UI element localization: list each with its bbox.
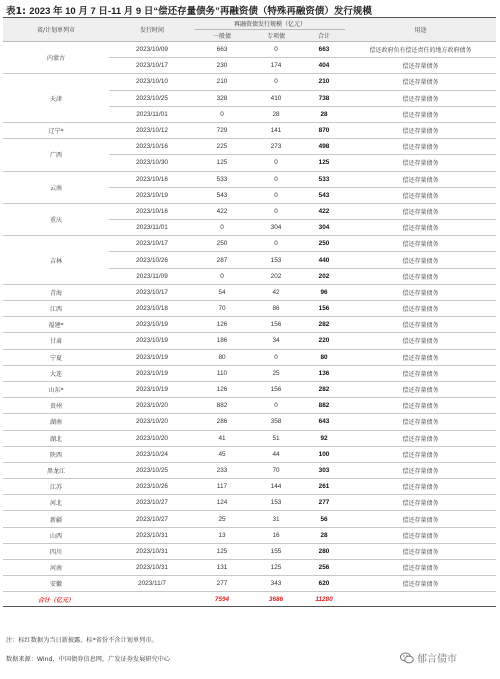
total-cell: 256: [303, 560, 345, 576]
table-row: [3, 576, 496, 592]
general-cell: 250: [195, 236, 249, 252]
use-cell: 偿还存量债务: [345, 155, 496, 171]
special-cell: 0: [249, 171, 303, 187]
province-cell: 湖北: [3, 430, 109, 446]
table-row: [3, 365, 496, 381]
total-cell: 404: [303, 58, 345, 74]
use-cell: 偿还存量债务: [345, 268, 496, 284]
table-row: [3, 479, 496, 495]
date-cell: 2023/10/17: [109, 284, 195, 300]
use-cell: 偿还存量债务: [345, 560, 496, 576]
special-cell: 153: [249, 252, 303, 268]
total-cell: 28: [303, 527, 345, 543]
summary-empty: [345, 592, 496, 607]
use-cell: 偿还存量债务: [345, 462, 496, 478]
table-row: [3, 42, 496, 58]
province-cell: 安徽: [3, 576, 109, 592]
total-cell: 663: [303, 42, 345, 58]
special-cell: 343: [249, 576, 303, 592]
total-cell: 250: [303, 236, 345, 252]
date-cell: 2023/10/10: [109, 74, 195, 90]
total-cell: 80: [303, 349, 345, 365]
special-cell: 156: [249, 381, 303, 397]
table-row: [3, 446, 496, 462]
date-cell: 2023/10/20: [109, 414, 195, 430]
special-cell: 0: [249, 349, 303, 365]
use-cell: 偿还存量债务: [345, 333, 496, 349]
date-cell: 2023/10/25: [109, 462, 195, 478]
header-special: 专项债: [249, 30, 303, 42]
header-scale-group: 再融资债发行规模（亿元）: [195, 18, 345, 30]
date-cell: 2023/10/09: [109, 42, 195, 58]
table-row: [3, 122, 496, 138]
use-cell: 偿还存量债务: [345, 301, 496, 317]
summary-label: 合计（亿元）: [3, 592, 109, 607]
total-cell: 277: [303, 495, 345, 511]
general-cell: 126: [195, 317, 249, 333]
special-cell: 0: [249, 42, 303, 58]
date-cell: 2023/11/01: [109, 220, 195, 236]
special-cell: 0: [249, 187, 303, 203]
general-cell: 0: [195, 220, 249, 236]
header-general: 一般债: [195, 30, 249, 42]
special-cell: 86: [249, 301, 303, 317]
general-cell: 125: [195, 155, 249, 171]
total-cell: 303: [303, 462, 345, 478]
summary-general: 7594: [195, 592, 249, 607]
use-cell: 偿还存量债务: [345, 171, 496, 187]
date-cell: 2023/10/20: [109, 398, 195, 414]
general-cell: 882: [195, 398, 249, 414]
general-cell: 543: [195, 187, 249, 203]
table-row: [3, 560, 496, 576]
date-cell: 2023/10/24: [109, 446, 195, 462]
table-row: [3, 171, 496, 187]
table-row: [3, 462, 496, 478]
total-cell: 282: [303, 317, 345, 333]
province-cell: 河北: [3, 495, 109, 511]
use-cell: 偿还存量债务: [345, 495, 496, 511]
table-note: 注：标红数据为当日新披露，标*省份不含计划单列市。: [6, 637, 158, 644]
table-row: [3, 317, 496, 333]
total-cell: 738: [303, 90, 345, 106]
watermark-text: 郁言债市: [417, 654, 457, 665]
date-cell: 2023/10/26: [109, 252, 195, 268]
total-cell: 136: [303, 365, 345, 381]
total-cell: 280: [303, 543, 345, 559]
special-cell: 28: [249, 106, 303, 122]
use-cell: 偿还存量债务: [345, 203, 496, 219]
header-region: 省/计划单列市: [3, 18, 109, 42]
date-cell: 2023/10/31: [109, 560, 195, 576]
general-cell: 663: [195, 42, 249, 58]
table-title-text: 2023 年 10 月 7 日-11 月 9 日“偿还存量债务”再融资债（特殊再融资债）发行规模: [29, 6, 372, 17]
table-row: [3, 284, 496, 300]
table-row: [3, 430, 496, 446]
province-cell: 广西: [3, 139, 109, 171]
date-cell: 2023/10/27: [109, 495, 195, 511]
province-cell: 河南: [3, 560, 109, 576]
general-cell: 126: [195, 381, 249, 397]
special-cell: 0: [249, 203, 303, 219]
general-cell: 70: [195, 301, 249, 317]
general-cell: 328: [195, 90, 249, 106]
province-cell: 青海: [3, 284, 109, 300]
date-cell: 2023/10/19: [109, 349, 195, 365]
date-cell: 2023/10/19: [109, 381, 195, 397]
use-cell: 偿还存量债务: [345, 90, 496, 106]
total-cell: 92: [303, 430, 345, 446]
issuance-table-container: [3, 17, 496, 607]
province-cell: 黑龙江: [3, 462, 109, 478]
date-cell: 2023/10/18: [109, 301, 195, 317]
general-cell: 729: [195, 122, 249, 138]
general-cell: 533: [195, 171, 249, 187]
date-cell: 2023/10/26: [109, 479, 195, 495]
special-cell: 358: [249, 414, 303, 430]
general-cell: 45: [195, 446, 249, 462]
date-cell: 2023/11/01: [109, 106, 195, 122]
table-row: [3, 527, 496, 543]
special-cell: 273: [249, 139, 303, 155]
table-title: [6, 3, 372, 17]
table-title-label: 表1:: [6, 6, 26, 17]
date-cell: 2023/10/17: [109, 236, 195, 252]
date-cell: 2023/10/19: [109, 365, 195, 381]
general-cell: 230: [195, 58, 249, 74]
total-cell: 440: [303, 252, 345, 268]
province-cell: 江西: [3, 301, 109, 317]
total-cell: 210: [303, 74, 345, 90]
table-row: [3, 511, 496, 527]
general-cell: 422: [195, 203, 249, 219]
date-cell: 2023/10/20: [109, 430, 195, 446]
use-cell: 偿还存量债务: [345, 220, 496, 236]
use-cell: 偿还存量债务: [345, 139, 496, 155]
province-cell: 江苏: [3, 479, 109, 495]
general-cell: 277: [195, 576, 249, 592]
summary-special: 3686: [249, 592, 303, 607]
province-cell: 山西: [3, 527, 109, 543]
province-cell: 天津: [3, 74, 109, 123]
general-cell: 13: [195, 527, 249, 543]
summary-total: 11280: [303, 592, 345, 607]
province-cell: 甘肃: [3, 333, 109, 349]
table-row: [3, 333, 496, 349]
date-cell: 2023/10/19: [109, 333, 195, 349]
issuance-table: [3, 17, 496, 607]
province-cell: 大连: [3, 365, 109, 381]
general-cell: 131: [195, 560, 249, 576]
special-cell: 0: [249, 398, 303, 414]
header-use: 用途: [345, 18, 496, 42]
table-body: [3, 42, 496, 607]
province-cell: 贵州: [3, 398, 109, 414]
special-cell: 125: [249, 560, 303, 576]
general-cell: 210: [195, 74, 249, 90]
general-cell: 186: [195, 333, 249, 349]
use-cell: 偿还存量债务: [345, 106, 496, 122]
special-cell: 34: [249, 333, 303, 349]
total-cell: 125: [303, 155, 345, 171]
use-cell: 偿还存量债务: [345, 74, 496, 90]
special-cell: 304: [249, 220, 303, 236]
use-cell: 偿还存量债务: [345, 381, 496, 397]
general-cell: 225: [195, 139, 249, 155]
date-cell: 2023/11/7: [109, 576, 195, 592]
use-cell: 偿还存量债务: [345, 349, 496, 365]
special-cell: 16: [249, 527, 303, 543]
total-cell: 533: [303, 171, 345, 187]
province-cell: 陕西: [3, 446, 109, 462]
total-cell: 304: [303, 220, 345, 236]
wechat-icon: [400, 652, 414, 664]
province-cell: 四川: [3, 543, 109, 559]
table-row: [3, 74, 496, 90]
general-cell: 117: [195, 479, 249, 495]
special-cell: 70: [249, 462, 303, 478]
special-cell: 42: [249, 284, 303, 300]
table-row: [3, 543, 496, 559]
table-row: [3, 349, 496, 365]
total-cell: 56: [303, 511, 345, 527]
use-cell: 偿还存量债务: [345, 365, 496, 381]
special-cell: 153: [249, 495, 303, 511]
use-cell: 偿还存量债务: [345, 236, 496, 252]
date-cell: 2023/10/19: [109, 317, 195, 333]
table-row: [3, 381, 496, 397]
use-cell: 偿还存量债务: [345, 252, 496, 268]
general-cell: 54: [195, 284, 249, 300]
special-cell: 155: [249, 543, 303, 559]
date-cell: 2023/10/16: [109, 171, 195, 187]
summary-row: [3, 592, 496, 607]
special-cell: 44: [249, 446, 303, 462]
total-cell: 620: [303, 576, 345, 592]
use-cell: 偿还政府负有偿还责任的地方政府债务: [345, 42, 496, 58]
total-cell: 28: [303, 106, 345, 122]
total-cell: 498: [303, 139, 345, 155]
total-cell: 870: [303, 122, 345, 138]
date-cell: 2023/10/31: [109, 527, 195, 543]
date-cell: 2023/10/30: [109, 155, 195, 171]
special-cell: 174: [249, 58, 303, 74]
date-cell: 2023/11/09: [109, 268, 195, 284]
total-cell: 422: [303, 203, 345, 219]
general-cell: 287: [195, 252, 249, 268]
province-cell: 湖南: [3, 414, 109, 430]
general-cell: 286: [195, 414, 249, 430]
special-cell: 0: [249, 74, 303, 90]
province-cell: 福建*: [3, 317, 109, 333]
date-cell: 2023/10/16: [109, 139, 195, 155]
table-row: [3, 203, 496, 219]
table-row: [3, 414, 496, 430]
total-cell: 643: [303, 414, 345, 430]
special-cell: 141: [249, 122, 303, 138]
general-cell: 124: [195, 495, 249, 511]
special-cell: 144: [249, 479, 303, 495]
special-cell: 0: [249, 155, 303, 171]
use-cell: 偿还存量债务: [345, 511, 496, 527]
use-cell: 偿还存量债务: [345, 479, 496, 495]
province-cell: 宁夏: [3, 349, 109, 365]
total-cell: 96: [303, 284, 345, 300]
total-cell: 220: [303, 333, 345, 349]
general-cell: 41: [195, 430, 249, 446]
use-cell: 偿还存量债务: [345, 122, 496, 138]
general-cell: 80: [195, 349, 249, 365]
header-date: 发行时间: [109, 18, 195, 42]
special-cell: 25: [249, 365, 303, 381]
use-cell: 偿还存量债务: [345, 430, 496, 446]
province-cell: 云南: [3, 171, 109, 203]
special-cell: 31: [249, 511, 303, 527]
date-cell: 2023/10/12: [109, 122, 195, 138]
special-cell: 0: [249, 236, 303, 252]
data-source: 数据来源：Wind，中国债券信息网，广发证券发展研究中心: [6, 656, 171, 663]
table-row: [3, 398, 496, 414]
total-cell: 202: [303, 268, 345, 284]
general-cell: 0: [195, 106, 249, 122]
date-cell: 2023/10/16: [109, 203, 195, 219]
special-cell: 410: [249, 90, 303, 106]
total-cell: 156: [303, 301, 345, 317]
use-cell: 偿还存量债务: [345, 187, 496, 203]
general-cell: 25: [195, 511, 249, 527]
table-row: [3, 495, 496, 511]
date-cell: 2023/10/19: [109, 187, 195, 203]
total-cell: 282: [303, 381, 345, 397]
date-cell: 2023/10/25: [109, 90, 195, 106]
total-cell: 261: [303, 479, 345, 495]
general-cell: 125: [195, 543, 249, 559]
date-cell: 2023/10/27: [109, 511, 195, 527]
table-row: [3, 236, 496, 252]
use-cell: 偿还存量债务: [345, 398, 496, 414]
province-cell: 新疆: [3, 511, 109, 527]
special-cell: 202: [249, 268, 303, 284]
watermark: [400, 650, 457, 665]
total-cell: 882: [303, 398, 345, 414]
use-cell: 偿还存量债务: [345, 446, 496, 462]
use-cell: 偿还存量债务: [345, 527, 496, 543]
use-cell: 偿还存量债务: [345, 414, 496, 430]
province-cell: 吉林: [3, 236, 109, 285]
use-cell: 偿还存量债务: [345, 317, 496, 333]
province-cell: 内蒙古: [3, 42, 109, 74]
total-cell: 543: [303, 187, 345, 203]
date-cell: 2023/10/31: [109, 543, 195, 559]
use-cell: 偿还存量债务: [345, 576, 496, 592]
table-header: [3, 18, 496, 42]
special-cell: 51: [249, 430, 303, 446]
province-cell: 山东*: [3, 381, 109, 397]
province-cell: 重庆: [3, 203, 109, 235]
special-cell: 156: [249, 317, 303, 333]
header-total: 合计: [303, 30, 345, 42]
general-cell: 233: [195, 462, 249, 478]
use-cell: 偿还存量债务: [345, 58, 496, 74]
use-cell: 偿还存量债务: [345, 284, 496, 300]
date-cell: 2023/10/17: [109, 58, 195, 74]
total-cell: 100: [303, 446, 345, 462]
general-cell: 0: [195, 268, 249, 284]
use-cell: 偿还存量债务: [345, 543, 496, 559]
table-row: [3, 301, 496, 317]
table-row: [3, 139, 496, 155]
summary-empty: [109, 592, 195, 607]
general-cell: 110: [195, 365, 249, 381]
province-cell: 辽宁*: [3, 122, 109, 138]
